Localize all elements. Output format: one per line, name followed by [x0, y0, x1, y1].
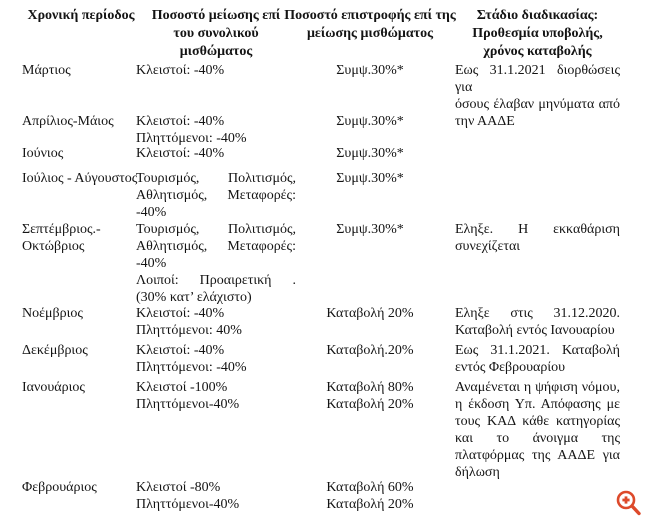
cell-refund	[283, 479, 457, 513]
cell-refund	[283, 170, 457, 187]
text-line: μείωσης μισθώματος	[306, 26, 433, 41]
text-line: πλατφόρμας της ΑΑΔΕ για	[455, 448, 620, 463]
text-line: Προθεσμία υποβολής,	[472, 26, 603, 41]
text-line: Φεβρουάριος	[22, 480, 97, 495]
cell-stage	[455, 379, 620, 481]
cell-refund	[283, 305, 457, 322]
cell-period	[22, 170, 140, 187]
cell-period	[22, 221, 140, 255]
text-line: Κλειστοί: -40%	[136, 114, 225, 129]
text-line: Ιούνιος	[22, 146, 64, 161]
text-line: Συμψ.30%*	[336, 63, 404, 78]
cell-reduction	[136, 113, 296, 147]
cell-reduction	[136, 145, 296, 162]
text-line: Ποσοστό επιστροφής επί της	[284, 8, 456, 23]
cell-period	[22, 379, 140, 396]
cell-reduction	[136, 170, 296, 221]
text-line: Αναμένεται η ψήφιση νόμου,	[455, 380, 620, 395]
text-line: Αθλητισμός, Μεταφορές:	[136, 188, 296, 203]
cell-refund	[283, 379, 457, 413]
text-line: Τουρισμός, Πολιτισμός,	[136, 222, 296, 237]
text-line: Πληττόμενοι-40%	[136, 497, 240, 512]
text-line: Καταβολή 60%	[326, 480, 414, 495]
text-line: Ιούλιος - Αύγουστος	[22, 171, 138, 186]
text-line: Εληξε. Η εκκαθάριση	[455, 222, 620, 237]
text-line: Καταβολή εντός Ιανουαρίου	[455, 323, 615, 338]
text-line: -40%	[136, 205, 167, 220]
cell-period	[22, 305, 140, 322]
cell-period	[22, 479, 140, 496]
text-line: όσους έλαβαν μηνύματα από	[455, 97, 620, 112]
text-line: Κλειστοί: -40%	[136, 343, 225, 358]
cell-period	[22, 113, 140, 130]
text-line: Πληττόμενοι: -40%	[136, 360, 247, 375]
text-line: Κλειστοί -100%	[136, 380, 228, 395]
text-line: του συνολικού	[173, 26, 259, 41]
text-line: Συμψ.30%*	[336, 114, 404, 129]
text-line: Συμψ.30%*	[336, 146, 404, 161]
cell-reduction	[136, 221, 296, 306]
cell-refund	[283, 145, 457, 162]
cell-reduction	[136, 62, 296, 79]
column-header-refund	[283, 7, 457, 43]
text-line: (30% κατ’ ελάχιστο)	[136, 290, 252, 305]
cell-period	[22, 342, 140, 359]
text-line: Απρίλιος-Μάιος	[22, 114, 114, 129]
text-line: την ΑΑΔΕ	[455, 114, 515, 129]
text-line: Καταβολή 20%	[326, 497, 414, 512]
text-line: Αθλητισμός, Μεταφορές:	[136, 239, 296, 254]
text-line: Κλειστοί -80%	[136, 480, 221, 495]
text-line: η έκδοση Υπ. Απόφασης με	[455, 397, 620, 412]
magnifier-plus-glyph	[614, 488, 644, 518]
text-line: Καταβολή.20%	[326, 343, 414, 358]
text-line: Λοιποί: Προαιρετική .	[136, 273, 296, 288]
cell-reduction	[136, 305, 296, 339]
text-line: Σεπτέμβριος.-	[22, 222, 101, 237]
text-line: μισθώματος	[179, 44, 253, 59]
column-header-stage	[455, 7, 620, 61]
text-line: και το άνοιγμα της	[455, 431, 620, 446]
cell-stage	[455, 305, 620, 339]
rent-reduction-table	[22, 5, 620, 520]
text-line: συνεχίζεται	[455, 239, 521, 254]
cell-refund	[283, 221, 457, 238]
cell-reduction	[136, 379, 296, 413]
text-line: Στάδιο διαδικασίας:	[476, 8, 599, 23]
text-line: Κλειστοί: -40%	[136, 146, 225, 161]
column-header-period: Χρονική περίοδος	[27, 8, 135, 23]
text-line: Πληττόμενοι: 40%	[136, 323, 242, 338]
cell-reduction	[136, 479, 296, 513]
text-line: Τουρισμός, Πολιτισμός,	[136, 171, 296, 186]
text-line: Πληττόμενοι-40%	[136, 397, 240, 412]
cell-period	[22, 145, 140, 162]
text-line: -40%	[136, 256, 167, 271]
text-line: Κλειστοί: -40%	[136, 306, 225, 321]
text-line: Νοέμβριος	[22, 306, 83, 321]
text-line: Μάρτιος	[22, 63, 71, 78]
text-line: Καταβολή 20%	[326, 397, 414, 412]
cell-refund	[283, 62, 457, 79]
text-line: Δεκέμβριος	[22, 343, 88, 358]
cell-stage	[455, 221, 620, 255]
text-line: χρόνος καταβολής	[483, 44, 592, 59]
text-line: Οκτώβριος	[22, 239, 85, 254]
cell-refund	[283, 113, 457, 130]
text-line: Ποσοστό μείωσης επί	[151, 8, 281, 23]
zoom-in-icon[interactable]	[614, 488, 644, 518]
text-line: Συμψ.30%*	[336, 171, 404, 186]
cell-stage	[455, 62, 620, 130]
text-line: Κλειστοί: -40%	[136, 63, 225, 78]
text-line: Πληττόμενοι: -40%	[136, 131, 247, 146]
column-header-reduction	[136, 7, 296, 61]
text-line: τους ΚΑΔ κάθε κατηγορίας	[455, 414, 620, 429]
cell-stage	[455, 342, 620, 376]
text-line: Εληξε στις 31.12.2020.	[455, 306, 620, 321]
text-line: Καταβολή 80%	[326, 380, 414, 395]
text-line: εντός Φεβρουαρίου	[455, 360, 566, 375]
cell-reduction	[136, 342, 296, 376]
text-line: δήλωση	[455, 465, 500, 480]
text-line: Εως 31.1.2021 διορθώσεις για	[455, 63, 620, 95]
text-line: Ιανουάριος	[22, 380, 85, 395]
text-line: Εως 31.1.2021. Καταβολή	[455, 343, 620, 358]
text-line: Συμψ.30%*	[336, 222, 404, 237]
cell-refund	[283, 342, 457, 359]
text-line: Καταβολή 20%	[326, 306, 414, 321]
cell-period	[22, 62, 140, 79]
